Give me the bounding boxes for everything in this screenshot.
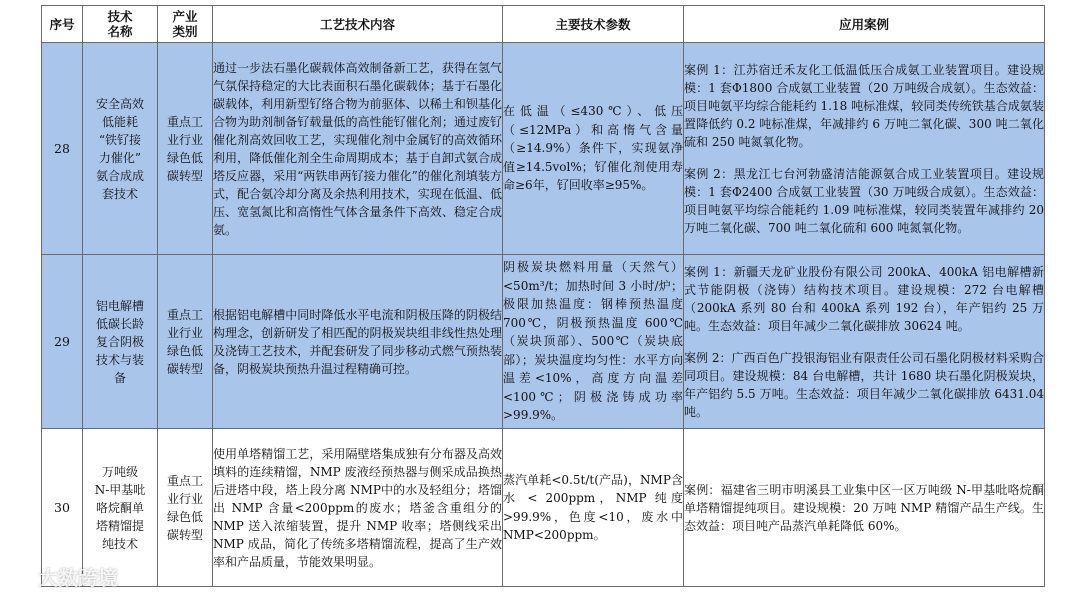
table-row (42, 43, 1045, 255)
watermark (4, 562, 118, 591)
case-item: 案例 2：广西百色广投银海铝业有限责任公司石墨化阴极材料采购合同项目。建设规模：84 台电解槽，共计 1680 块石墨化阴极炭块，年产铝约 5.5 万吨。生态效益：项目年减少二氧化碳排放 6431.04 吨。 (684, 350, 1044, 419)
application-cases (684, 43, 1045, 255)
tech-name: 安全高效 低能耗 “铁钌接 力催化” 氨合成成 套技术 (83, 43, 158, 255)
industry-category: 重点工 业行业 绿色低 碳转型 (158, 255, 213, 429)
application-cases (684, 429, 1045, 587)
document-page (41, 5, 1044, 587)
table-header-row (42, 6, 1045, 43)
case-item: 案例 2：黑龙江七台河勃盛清洁能源氨合成工业装置项目。建设规模：1 套Φ2400 合成氨工业装置（30 万吨级合成氨）。生态效益：项目吨氨平均综合能耗约 1.09 吨标准煤，较同类装置年减排约 20 万吨二氧化碳、700 吨二氧化硫和 600 吨氮氧化物。 (684, 166, 1044, 235)
case-item: 案例 1：新疆天龙矿业股份有限公司 200kA、400kA 铝电解槽新式节能阴极（浇铸）结构技术项目。建设规模：272 台电解槽（200kA 系列 80 台和 400kA 系列 192 台），年产铝约 25 万吨。生态效益：项目年减少二氧化碳排放 30624 吨。 (684, 264, 1044, 333)
tech-params: 阴极炭块燃料用量（天然气）<50m³/t；加热时间 3 小时/炉；极限加热温度：钢棒预热温度700℃，阴极预热温度 600℃（炭块顶部）、500℃（炭块底部）；炭块温度均匀性：水平方向温差<10%，高度方向温差<100℃；阴极浇铸成功率>99.9%。 (503, 255, 684, 429)
header-process: 工艺技术内容 (213, 6, 503, 43)
watermark-logo-icon (4, 565, 34, 589)
process-content: 使用单塔精馏工艺，采用隔壁塔集成独有分布器及高效填料的连续精馏，NMP 废液经预热器与侧采成品换热后进塔中段，塔上段分离 NMP中的水及轻组分；塔馏出 NMP 含量<200ppm的废水；塔釜含重组分的 NMP 送入浓缩装置，提升 NMP 收率；塔侧线采出 NMP 成品，简化了传统多塔精馏流程，提高了生产效率和产品质量，节能效果明显。 (213, 429, 503, 587)
process-content: 通过一步法石墨化碳载体高效制备新工艺，获得在氢气气氛保持稳定的大比表面积石墨化碳载体；基于石墨化碳载体，利用新型钌络合物为前驱体、以稀土和钡基化合物为助剂制备钌载量低的高性能钌催化剂；通过废钌催化剂高效回收工艺，实现催化剂中金属钌的高效循环利用，降低催化剂全生命周期成本；基于自卸式氨合成塔反应器，采用“两铁串两钌接力催化”的催化剂填装方式，配合氨冷却分离及余热利用技术，实现在低温、低压、宽氢氮比和高惰性气体含量条件下高效、稳定合成氨。 (213, 43, 503, 255)
tech-params: 蒸汽单耗<0.5t/t(产品)，NMP含水 < 200ppm，NMP 纯度>99.9%，色度<10，废水中 NMP<200ppm。 (503, 429, 684, 587)
industry-category: 重点工 业行业 绿色低 碳转型 (158, 429, 213, 587)
industry-category: 重点工 业行业 绿色低 碳转型 (158, 43, 213, 255)
row-number: 28 (42, 43, 83, 255)
row-number: 30 (42, 429, 83, 587)
header-number: 序号 (42, 6, 83, 43)
header-params: 主要技术参数 (503, 6, 684, 43)
header-category: 产业 类别 (158, 6, 213, 43)
tech-name: 铝电解槽 低碳长龄 复合阴极 技术与装 备 (83, 255, 158, 429)
process-content: 根据铝电解槽中同时降低水平电流和阴极压降的阴极结构理念，创新研发了相匹配的阴极炭块组非线性热处理及浇铸工艺技术，并配套研发了同步移动式燃气预热装备，阴极炭块预热升温过程精确可控。 (213, 255, 503, 429)
header-tech-name: 技术 名称 (83, 6, 158, 43)
table-row (42, 255, 1045, 429)
case-item: 案例：福建省三明市明溪县工业集中区一区万吨级 N-甲基吡咯烷酮单塔精馏提纯项目。建设规模：20 万吨 NMP 精馏产品生产线。生态效益：项目吨产品蒸汽单耗降低 60%。 (684, 482, 1044, 533)
watermark-text: 大数跨境 (38, 566, 118, 590)
tech-name: 万吨级 N-甲基吡 咯烷酮单 塔精馏提 纯技术 (83, 429, 158, 587)
application-cases (684, 255, 1045, 429)
case-item: 案例 1：江苏宿迁禾友化工低温低压合成氨工业装置项目。建设规模：1 套Φ1800 合成氨工业装置（20 万吨级合成氨）。生态效益：项目吨氨平均综合能耗约 1.18 吨标准煤，较同类传统铁基合成氨装置降低约 0.2 吨标准煤，年减排约 6 万吨二氧化碳、300 吨二氧化硫和 250 吨氮氧化物。 (684, 62, 1044, 149)
header-cases: 应用案例 (684, 6, 1045, 43)
table-row (42, 429, 1045, 587)
row-number: 29 (42, 255, 83, 429)
technology-table (41, 5, 1045, 587)
tech-params: 在低温（≤430℃）、低压（≤12MPa）和高惰气含量（≥14.9%）条件下，实现氨净值≥14.5vol%；钌催化剂使用寿命≥6年，钌回收率≥95%。 (503, 43, 684, 255)
